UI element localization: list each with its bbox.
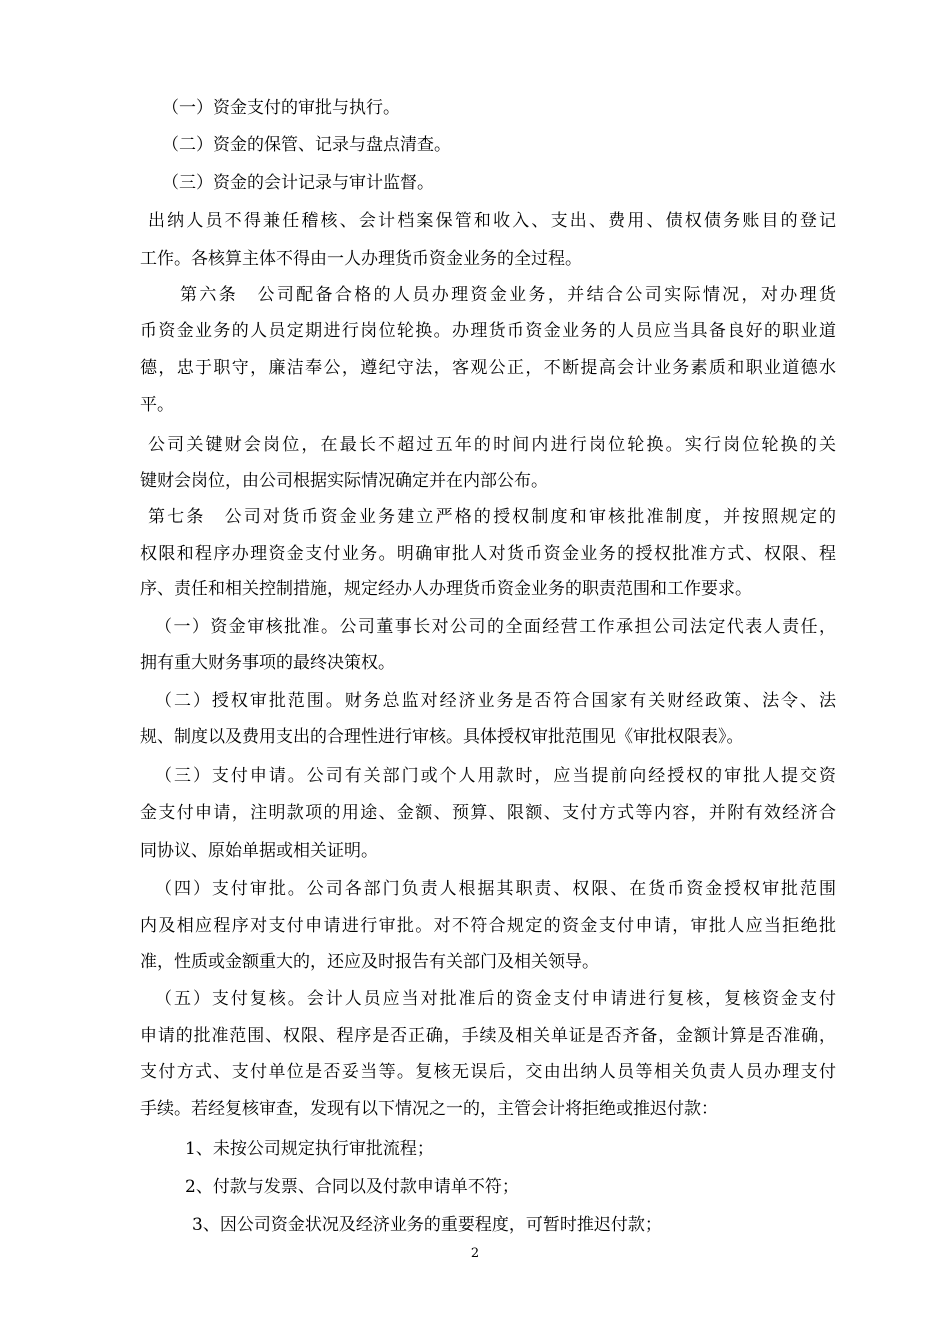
text-line: 手续。若经复核审查，发现有以下情况之一的，主管会计将拒绝或推迟付款：	[140, 1099, 718, 1119]
text-line: 键财会岗位，由公司根据实际情况确定并在内部公布。	[140, 471, 548, 491]
text-line: 金支付申请，注明款项的用途、金额、预算、限额、支付方式等内容，并附有效经济合	[140, 803, 836, 823]
text-line: 内及相应程序对支付申请进行审批。对不符合规定的资金支付申请，审批人应当拒绝批	[140, 916, 836, 936]
text-line: 准，性质或金额重大的，还应及时报告有关部门及相关领导。	[140, 952, 599, 972]
text-line: （四）支付审批。公司各部门负责人根据其职责、权限、在货币资金授权审批范围	[155, 879, 836, 899]
text-line: （三）资金的会计记录与审计监督。	[162, 173, 434, 193]
text-line: 出纳人员不得兼任稽核、会计档案保管和收入、支出、费用、债权债务账目的登记	[148, 211, 836, 231]
text-line: （二）授权审批范围。财务总监对经济业务是否符合国家有关财经政策、法令、法	[155, 691, 836, 711]
text-line: （一）资金审核批准。公司董事长对公司的全面经营工作承担公司法定代表人责任，	[155, 617, 836, 637]
text-line: 币资金业务的人员定期进行岗位轮换。办理货币资金业务的人员应当具备良好的职业道	[140, 321, 836, 341]
list-item: 1、未按公司规定执行审批流程；	[185, 1139, 434, 1159]
list-item: 3、因公司资金状况及经济业务的重要程度，可暂时推迟付款；	[192, 1215, 662, 1235]
text-line: 同协议、原始单据或相关证明。	[140, 841, 378, 861]
text-line: （一）资金支付的审批与执行。	[162, 98, 400, 118]
text-line: （三）支付申请。公司有关部门或个人用款时，应当提前向经授权的审批人提交资	[155, 766, 836, 786]
text-line: 工作。各核算主体不得由一人办理货币资金业务的全过程。	[140, 249, 582, 269]
text-line: 德，忠于职守，廉洁奉公，遵纪守法，客观公正，不断提高会计业务素质和职业道德水	[140, 358, 836, 378]
text-line: 支付方式、支付单位是否妥当等。复核无误后，交由出纳人员等相关负责人员办理支付	[140, 1062, 836, 1082]
page-number: 2	[470, 1246, 480, 1261]
text-line: （五）支付复核。会计人员应当对批准后的资金支付申请进行复核，复核资金支付	[155, 989, 836, 1009]
text-line: 权限和程序办理资金支付业务。明确审批人对货币资金业务的授权批准方式、权限、程	[140, 544, 836, 564]
text-line: 序、责任和相关控制措施，规定经办人办理货币资金业务的职责范围和工作要求。	[140, 579, 752, 599]
text-line: 拥有重大财务事项的最终决策权。	[140, 653, 395, 673]
text-line: 申请的批准范围、权限、程序是否正确，手续及相关单证是否齐备，金额计算是否准确，	[140, 1026, 836, 1046]
text-line: 公司关键财会岗位，在最长不超过五年的时间内进行岗位轮换。实行岗位轮换的关	[148, 435, 836, 455]
text-line: 规、制度以及费用支出的合理性进行审核。具体授权审批范围见《审批权限表》。	[140, 727, 744, 747]
text-line: 第六条 公司配备合格的人员办理资金业务，并结合公司实际情况，对办理货	[180, 285, 836, 305]
list-item: 2、付款与发票、合同以及付款申请单不符；	[185, 1177, 519, 1197]
text-line: （二）资金的保管、记录与盘点清查。	[162, 135, 451, 155]
text-line: 平。	[140, 395, 174, 415]
text-line: 第七条 公司对货币资金业务建立严格的授权制度和审核批准制度，并按照规定的	[148, 507, 836, 527]
